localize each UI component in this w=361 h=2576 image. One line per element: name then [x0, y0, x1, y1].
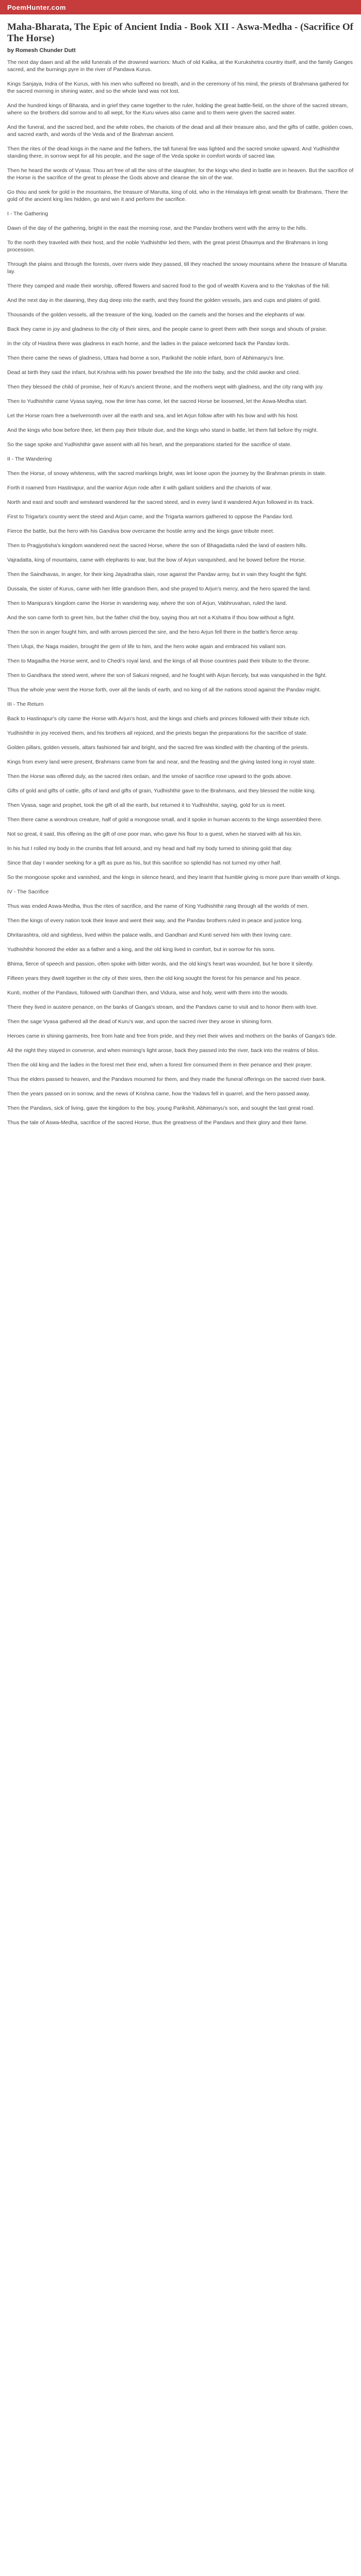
stanza: Dead at birth they said the infant, but Krishna with his power breathed the life into the baby, and the child awoke and cried.: [7, 369, 300, 376]
stanza: And the next day in the dawning, they dug deep into the earth, and they found the golden vessels, jars and cups and plates of gold.: [7, 297, 321, 303]
stanza: Fierce the battle, but the hero with his Gandiva bow overcame the hostile army and the kings gave tribute meet.: [7, 528, 274, 534]
stanza: And the son came forth to greet him, but the father chid the boy, saying thou art not a Kshatra if thou bow without a fight.: [7, 615, 295, 621]
section-heading: IV - The Sacrifice: [7, 889, 49, 895]
stanza: And the hundred kings of Bharata, and in grief they came together to the ruler, holding the great battle-field, on the shore of the sacred stream, where so the brothers did sorrow and to all wept, for the Kuru wives also came and to them were given the sacred water.: [7, 103, 348, 116]
stanza: Fifteen years they dwelt together in the city of their sires, then the old king sought the forest for his penance and his peace.: [7, 975, 301, 981]
stanza: Kunti, mother of the Pandavs, followed with Gandhari then, and Vidura, wise and holy, went with them into the woods.: [7, 990, 289, 996]
stanza: Let the Horse roam free a twelvemonth over all the earth and sea, and let Arjun follow after with his bow and with his host.: [7, 413, 299, 419]
section-heading: II - The Wandering: [7, 456, 52, 462]
stanza: So the sage spoke and Yudhishthir gave assent with all his heart, and the preparations started for the sacrifice of state.: [7, 442, 292, 448]
stanza: Then the sage Vyasa gathered all the dead of Kuru's war, and upon the sacred river they arose in shining form.: [7, 1019, 273, 1025]
stanza: Then Ulupi, the Naga maiden, brought the gem of life to him, and the hero woke again and embraced his valiant son.: [7, 643, 287, 650]
stanza: And the kings who bow before thee, let them pay their tribute due, and the kings who stand in battle, let them fall before thy might.: [7, 427, 318, 433]
stanza: Then there came a wondrous creature, half of gold a mongoose small, and it spoke in human accents to the kings assembled there.: [7, 817, 323, 823]
stanza: Then to Yudhishthir came Vyasa saying, now the time has come, let the sacred Horse be loosened, let the Aswa-Medha start.: [7, 398, 307, 404]
stanza: Through the plains and through the forests, over rivers wide they passed, till they reached the snowy mountains where the treasure of Marutta lay.: [7, 261, 347, 275]
stanza: There they camped and made their worship, offered flowers and sacred food to the god of wealth Kuvera and to the Yakshas of the hill.: [7, 283, 330, 289]
poem-title: Maha-Bharata, The Epic of Ancient India - Book XII - Aswa-Medha - (Sacrifice Of The Horse): [7, 22, 353, 44]
stanza: Then he heard the words of Vyasa: Thou art free of all the sins of the slaughter, for the kings who died in battle are in heaven. But the sacrifice of the Horse is the sacrifice of the great to please the Gods above and cleanse the sin of the war.: [7, 167, 354, 181]
stanza: Thousands of the golden vessels, all the treasure of the king, loaded on the camels and the horses and the elephants of war.: [7, 312, 306, 318]
stanza: Back they came in joy and gladness to the city of their sires, and the people came to greet them with their songs and shouts of praise.: [7, 326, 327, 332]
stanza: Then the kings of every nation took their leave and went their way, and the Pandav brothers ruled in peace and justice long.: [7, 918, 303, 924]
stanza: Dawn of the day of the gathering, bright in the east the morning rose, and the Pandav brothers went with the army to the hills.: [7, 225, 307, 231]
stanza: Kings Sanjaya, Indra of the Kurus, with his men who suffered no breath, and in the ceremony of his mind, the priests of Brahmana gathered for the sacred morning in shining water, and so the whole land was not lost.: [7, 81, 349, 94]
stanza: Then the rites of the dead kings in the name and the fathers, the tall funeral fire was lighted and the sacred smoke upward. And Yudhishthir standing there, in sorrow wept for all his people, and the sage of the Veda spoke in comfort words of sacred law.: [7, 146, 340, 159]
stanza: North and east and south and westward wandered far the sacred steed, and in every land it wandered Arjun followed in its track.: [7, 499, 314, 505]
stanza: Bhima, fierce of speech and passion, often spoke with bitter words, and the old king's heart was wounded, but he bore it silently.: [7, 961, 314, 967]
stanza: Then there came the news of gladness, Uttara had borne a son, Parikshit the noble infant, born of Abhimanyu's line.: [7, 355, 285, 361]
stanza: Then the Saindhavas, in anger, for their king Jayadratha slain, rose against the Pandav army, but in vain they fought the fight.: [7, 571, 307, 578]
stanza: Yudhishthir honored the elder as a father and a king, and the old king lived in comfort, but in sorrow for his sons.: [7, 946, 276, 953]
stanza: Not so great, it said, this offering as the gift of one poor man, who gave his flour to a guest, when he starved with all his kin.: [7, 831, 302, 837]
stanza: Then to Manipura's kingdom came the Horse in wandering way, where the son of Arjun, Vabhruvahan, ruled the land.: [7, 600, 287, 606]
site-header: [0, 0, 361, 14]
stanza: Heroes came in shining garments, free from hate and free from pride, and they met their wives and mothers on the banks of Ganga's tide.: [7, 1033, 337, 1039]
stanza: There they lived in austere penance, on the banks of Ganga's stream, and the Pandavs came to visit and to honor them with love.: [7, 1004, 318, 1010]
stanza: Thus the elders passed to heaven, and the Pandavs mourned for them, and they made the funeral offerings on the sacred river bank.: [7, 1076, 326, 1082]
stanza: Go thou and seek for gold in the mountains, the treasure of Marutta, king of old, who in the Himalaya left great wealth for Brahmans. There the gold of the ancient king lies hidden, go and win it and perform the sacrifice.: [7, 189, 348, 202]
stanza: Then to Pragjyotisha's kingdom wandered next the sacred Horse, where the son of Bhagadatta ruled the land of eastern hills.: [7, 543, 307, 549]
section-heading: I - The Gathering: [7, 211, 48, 217]
stanza: In his hut I rolled my body in the crumbs that fell around, and my head and half my body turned to shining gold that day.: [7, 845, 293, 852]
poem-body: [7, 59, 354, 1126]
stanza: In the city of Hastina there was gladness in each home, and the ladies in the palace welcomed back the Pandav lords.: [7, 341, 290, 347]
stanza: Thus was ended Aswa-Medha, thus the rites of sacrifice, and the name of King Yudhishthir rang through all the worlds of men.: [7, 903, 309, 909]
poem-content: [0, 14, 361, 1126]
stanza: Forth it roamed from Hastinapur, and the warrior Arjun rode after it with gallant soldiers and the chariots of war.: [7, 485, 272, 491]
stanza: Kings from every land were present, Brahmans came from far and near, and the feasting and the giving lasted long in royal state.: [7, 759, 316, 765]
stanza: Then the old king and the ladies in the forest met their end, when a forest fire consumed them in their penance and their prayer.: [7, 1062, 313, 1068]
stanza: Then the Horse, of snowy whiteness, with the sacred markings bright, was let loose upon the journey by the Brahman priests in state.: [7, 470, 326, 477]
stanza: Then the son in anger fought him, and with arrows pierced the sire, and the hero Arjun fell there in the battle's fierce array.: [7, 629, 299, 635]
stanza: Thus the whole year went the Horse forth, over all the lands of earth, and no king of all the nations stood against the Pandav might.: [7, 687, 321, 693]
stanza: Gifts of gold and gifts of cattle, gifts of land and gifts of grain, Yudhishthir gave to the Brahmans, and they blessed the noble king.: [7, 788, 316, 794]
stanza: Since that day I wander seeking for a gift as pure as his, but this sacrifice so splendid has not turned my other half.: [7, 860, 282, 866]
stanza: Yudhishthir in joy received them, and his brothers all rejoiced, and the priests began the preparations for the sacrifice of state.: [7, 730, 308, 736]
stanza: Then they blessed the child of promise, heir of Kuru's ancient throne, and the mothers wept with gladness, and the city rang with joy.: [7, 384, 324, 390]
poem-author[interactable]: by Romesh Chunder Dutt: [7, 47, 76, 54]
stanza: Golden pillars, golden vessels, altars fashioned fair and bright, and the sacred fire was kindled with the chanting of the priests.: [7, 744, 309, 751]
stanza: All the night they stayed in converse, and when morning's light arose, back they passed into the river, back into the realms of bliss.: [7, 1047, 319, 1054]
stanza: Vajradatta, king of mountains, came with elephants to war, but the bow of Arjun vanquished, and he bowed before the Horse.: [7, 557, 306, 563]
stanza: Back to Hastinapur's city came the Horse with Arjun's host, and the kings and chiefs and princes followed with their tribute rich.: [7, 716, 310, 722]
site-logo[interactable]: PoemHunter.com: [7, 3, 66, 11]
stanza: Then the Pandavs, sick of living, gave the kingdom to the boy, young Parikshit, Abhimanyu's son, and sought the last great road.: [7, 1105, 315, 1111]
stanza: Then Vyasa, sage and prophet, took the gift of all the earth, but returned it to Yudhishthir, saying, gold for us is meet.: [7, 802, 286, 808]
stanza: Then the Horse was offered duly, as the sacred rites ordain, and the smoke of sacrifice rose upward to the gods above.: [7, 773, 292, 779]
stanza: To the north they traveled with their host, and the noble Yudhishthir led them, with the great priest Dhaumya and the Brahmans in long procession.: [7, 240, 328, 253]
stanza: And the funeral, and the sacred bed, and the white robes, the chariots of the dead and all their treasure also, and the gifts of cattle, golden cows, and sacred earth, and words of the Veda and of the Brahman ancient.: [7, 124, 353, 138]
stanza: Thus the tale of Aswa-Medha, sacrifice of the sacred Horse, thus the greatness of the Pandavs and their glory and their fame.: [7, 1120, 308, 1126]
stanza: Then the years passed on in sorrow, and the news of Krishna came, how the Yadavs fell in quarrel, and the hero passed away.: [7, 1091, 310, 1097]
stanza: Then to Gandhara the steed went, where the son of Sakuni reigned, and he fought with Arjun fiercely, but was vanquished in the fight.: [7, 672, 327, 679]
stanza: First to Trigarta's country went the steed and Arjun came, and the Trigarta warriors gathered to oppose the Pandav lord.: [7, 514, 293, 520]
section-heading: III - The Return: [7, 701, 44, 707]
stanza: Dussala, the sister of Kurus, came with her little grandson then, and she prayed to Arjun's mercy, and the hero spared the land.: [7, 586, 311, 592]
stanza: The next day dawn and all the wild funerals of the drowned warriors: Much of old Kalika, at the Kurukshetra country itself, and the family Ganges sacred, and the burnings pyre in the river of Pandava Kurus.: [7, 59, 353, 73]
stanza: Dhritarashtra, old and sightless, lived within the palace walls, and Gandhari and Kunti served him with their loving care.: [7, 932, 292, 938]
stanza: So the mongoose spoke and vanished, and the kings in silence heard, and they learnt that humble giving is more pure than wealth of kings.: [7, 874, 341, 880]
stanza: Then to Magadha the Horse went, and to Chedi's royal land, and the kings of all those countries paid their tribute to the throne.: [7, 658, 310, 664]
